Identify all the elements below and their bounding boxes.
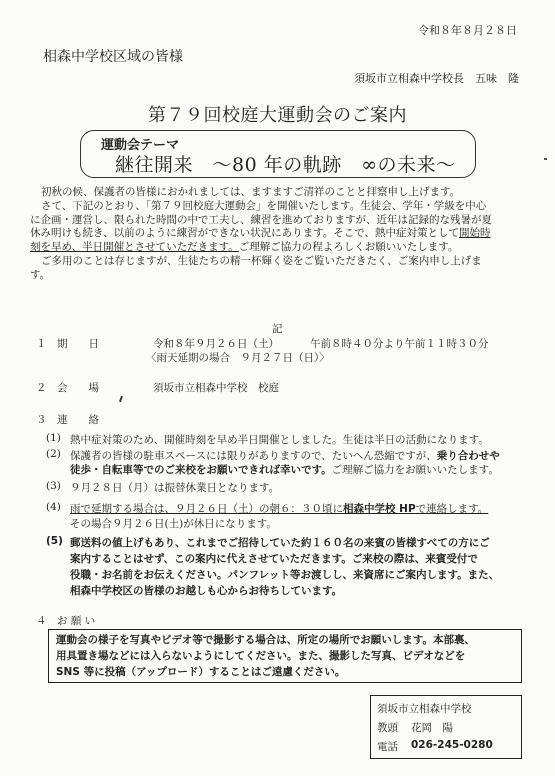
intro-p2-l4a: 刻を早め、半日開催とさせていただきます。	[30, 241, 239, 254]
contact-teacher-name: 花岡 陽	[411, 722, 453, 734]
page-title: 第７９回校庭大運動会のご案内	[148, 105, 407, 126]
item4-line2: その場合９月２６日(土)が休日になります。	[70, 518, 277, 530]
section4-label: ４ お 願 い	[36, 615, 96, 627]
item5-line3: 役職・お名前をお伝えください。パンフレット等お渡しし、来資席にご案内します。また、	[70, 569, 500, 581]
ki-heading: 記	[272, 323, 283, 335]
document-date: 令和８年８月２８日	[418, 24, 517, 37]
section4-line3: SNS 等に投稿（アップロード）することはご遠慮ください。	[56, 666, 346, 678]
item2-line1	[70, 448, 500, 463]
item4-line1a: 雨で延期する場合は、９月２６日（土）の朝６：３０頃に	[70, 503, 343, 515]
section2-value: 須坂市立相森中学校 校庭	[153, 382, 279, 394]
intro-p2-l1: さて、下記のとおり、「第７９回校庭大運動会」を開催いたします。生徒会、学年・学級を中心	[41, 199, 487, 212]
intro-text	[30, 186, 540, 283]
pen-mark	[119, 396, 123, 402]
contact-box	[370, 695, 522, 759]
item3-text: ９月２８日（月）は振替休業日となります。	[70, 482, 280, 494]
contact-phone: 026-245-0280	[411, 739, 493, 751]
item5-line1: 郵送料の値上げもあり、これまでご招待していた約１６０名の来賓の皆様すべての方にご	[70, 537, 490, 549]
theme-label: 運動会テーマ	[101, 138, 180, 153]
section3-label: ３ 連 絡	[36, 414, 99, 426]
item4-line1b: 相森中学校 HP	[343, 503, 416, 515]
section1-date: 令和８年９月２６日（土）	[153, 338, 279, 350]
intro-p2-l2: に企画・運営し、限られた時間の中で工夫し、練習を進めておりますが、近年は記録的な残暑が夏	[30, 213, 492, 226]
intro-p1: 初秋の候、保護者の皆様におかれましては、ますますご清祥のことと拝察申し上げます。	[41, 186, 461, 198]
section4-line1: 運動会の様子を写真やビデオ等で撮影する場合は、所定の場所でお願いします。本部裏、	[56, 634, 475, 646]
section1-rain: 〈雨天延期の場合 ９月２７日（日）〉	[146, 352, 330, 364]
item1-text: 熱中症対策のため、開催時刻を早め半日開催としました。生徒は半日の活動になります。	[70, 434, 489, 446]
addressee: 相森中学校区域の皆様	[43, 49, 183, 65]
item5-line4: 相森中学校区の皆様のお越しも心からお待ちしています。	[70, 585, 343, 597]
intro-p2-l3	[30, 227, 540, 241]
intro-p3-l2: す。	[30, 268, 51, 281]
contact-phone-label: 電話	[377, 741, 398, 753]
section4-line2: 用具置き場などには入らないようにしてください。また、撮影した写真、ビデオなどを	[56, 650, 466, 662]
sender: 須坂市立相森中学校長 五味 隆	[354, 72, 519, 85]
item2-line2a: 徒歩・自転車等でのご来校をお願いできれば幸いです。	[70, 464, 332, 476]
item2-line1b: 乗り合わせや	[436, 450, 500, 462]
intro-p2-l4	[30, 241, 540, 255]
contact-school: 須坂市立相森中学校	[377, 703, 472, 715]
item2-line2b: ご理解ご協力をお願いいたします。	[331, 464, 499, 476]
item4-line1	[70, 501, 488, 516]
item2-line2	[70, 462, 499, 477]
item1-num: (1)	[46, 432, 61, 444]
section2-label: ２ 会 場	[36, 382, 99, 394]
intro-p2-l4b: ご理解ご協力の程よろしくお願いいたします。	[238, 241, 459, 254]
item2-line1a: 保護者の皆様の駐車スペースには限りがありますので、たいへん恐縮ですが、	[70, 450, 437, 462]
intro-p3-l1: ご多用のことは存じますが、生徒たちの精一杯輝く姿をご覧いただきたく、ご案内申し上げま	[41, 254, 482, 267]
item3-num: (3)	[46, 480, 61, 492]
scan-speck	[544, 158, 547, 160]
intro-p2-l3a: 休み明けも続き、以前のように練習ができない状況にあります。そこで、熱中症対策として	[30, 227, 460, 240]
item5-line2: 案内することはせず、この案内に代えさせていただきます。ご来校の際は、来賓受付で	[70, 553, 478, 565]
item4-num: (4)	[46, 501, 61, 513]
item2-num: (2)	[46, 448, 61, 460]
intro-p2-l3b: 開始時	[459, 227, 491, 240]
section1-label: １ 期 日	[36, 338, 99, 350]
item5-num: (5)	[46, 535, 63, 547]
section1-time: 午前８時４０分より午前１１時３０分	[310, 338, 489, 350]
contact-teacher-label: 教頭	[377, 722, 398, 734]
theme-text: 継往開来 ～80 年の軌跡 ∞の未来～	[115, 154, 456, 176]
item4-line1c: で連絡します。	[415, 503, 489, 515]
